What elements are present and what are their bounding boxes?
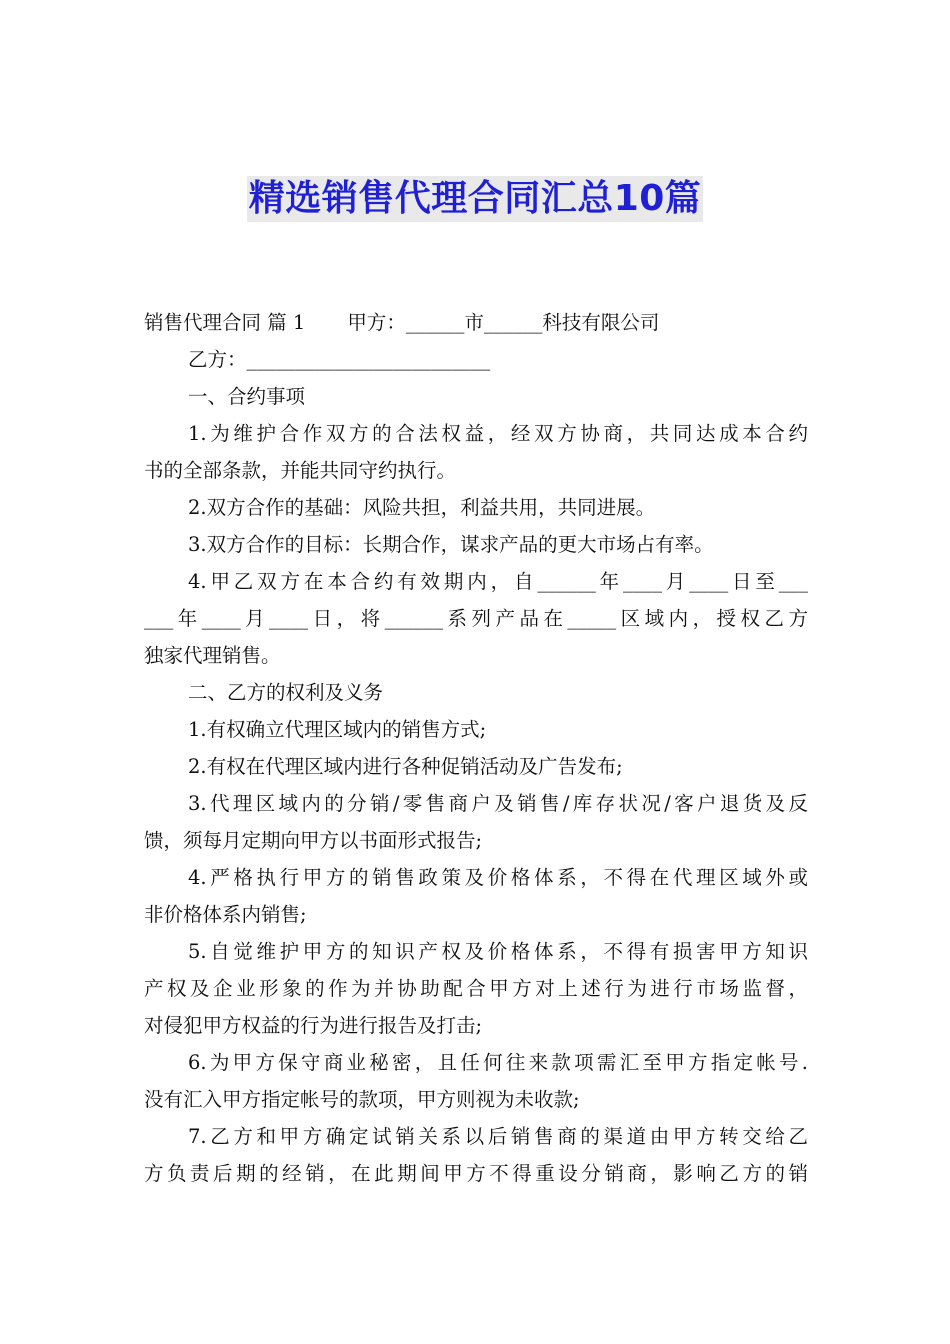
section-heading-2: 二、乙方的权利及义务 — [188, 681, 384, 704]
paragraph-line: 2.有权在代理区域内进行各种促销活动及广告发布; — [188, 755, 623, 778]
paragraph-line: 1.为维护合作双方的合法权益，经双方协商，共同达成本合约 — [188, 422, 808, 445]
paragraph-line: 1.有权确立代理区域内的销售方式; — [188, 718, 487, 741]
title-container — [0, 176, 950, 222]
party-b-line: 乙方：_________________________ — [188, 348, 491, 371]
paragraph-line: 4.甲乙双方在本合约有效期内，自______年____月____日至___ — [188, 570, 808, 593]
paragraph-line: 书的全部条款，并能共同守约执行。 — [144, 459, 457, 482]
paragraph-line: 独家代理销售。 — [144, 644, 281, 667]
paragraph-line: 没有汇入甲方指定帐号的款项，甲方则视为未收款; — [144, 1088, 580, 1111]
paragraph-line: 方负责后期的经销，在此期间甲方不得重设分销商，影响乙方的销 — [144, 1162, 808, 1185]
paragraph-line: 2.双方合作的基础：风险共担，利益共用，共同进展。 — [188, 496, 656, 519]
paragraph-line: 5.自觉维护甲方的知识产权及价格体系，不得有损害甲方知识 — [188, 940, 808, 963]
paragraph-line: 对侵犯甲方权益的行为进行报告及打击; — [144, 1014, 483, 1037]
paragraph-line: 3.双方合作的目标：长期合作，谋求产品的更大市场占有率。 — [188, 533, 714, 556]
paragraph-line: 3.代理区域内的分销/零售商户及销售/库存状况/客户退货及反 — [188, 792, 808, 815]
heading-line — [144, 304, 808, 341]
paragraph-line: 4.严格执行甲方的销售政策及价格体系，不得在代理区域外或 — [188, 866, 808, 889]
paragraph-line: 馈，须每月定期向甲方以书面形式报告; — [144, 829, 483, 852]
paragraph-line: 非价格体系内销售; — [144, 903, 307, 926]
document-title: 精选销售代理合同汇总10篇 — [247, 176, 704, 222]
paragraph-line: ___年____月____日，将______系列产品在_____区域内，授权乙方 — [144, 607, 808, 630]
paragraph-line: 6.为甲方保守商业秘密，且任何往来款项需汇至甲方指定帐号. — [188, 1051, 808, 1074]
section-heading-1: 一、合约事项 — [188, 385, 306, 408]
party-a-line: 甲方：______市______科技有限公司 — [347, 311, 660, 334]
paragraph-line: 产权及企业形象的作为并协助配合甲方对上述行为进行市场监督， — [144, 977, 808, 1000]
document-body — [144, 304, 808, 1192]
paragraph-line: 7.乙方和甲方确定试销关系以后销售商的渠道由甲方转交给乙 — [188, 1125, 808, 1148]
contract-heading: 销售代理合同 篇 1 — [144, 311, 306, 334]
